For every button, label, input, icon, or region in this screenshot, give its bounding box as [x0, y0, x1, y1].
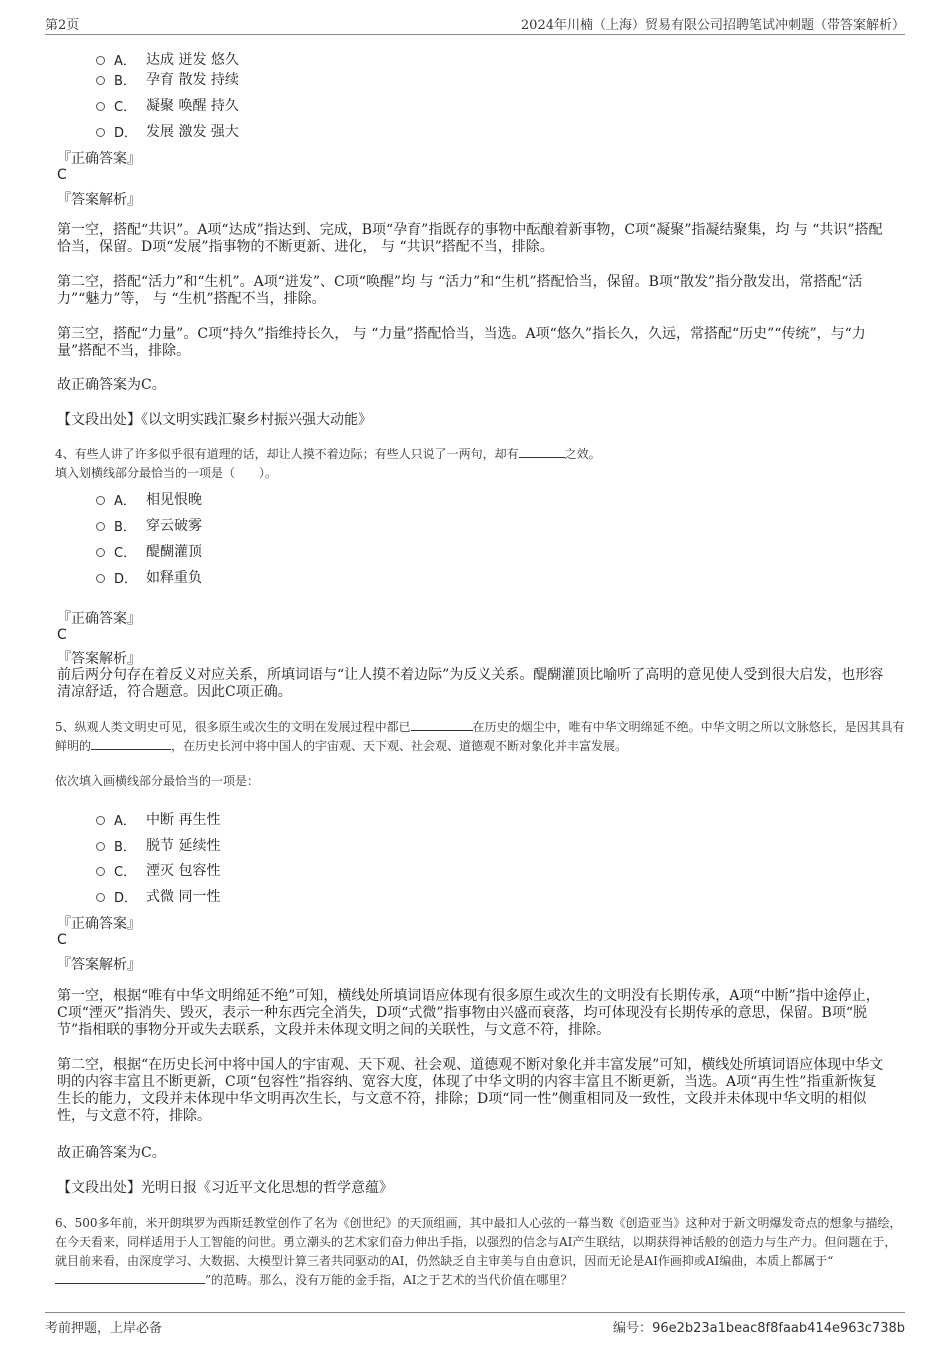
radio-icon[interactable]: [96, 522, 105, 531]
q5-stem: 5、纵观人类文明史可见，很多原生或次生的文明在发展过程中都已 在历史的烟尘中，唯有中华文明绵延不绝。中华文明之所以文脉悠长，是因其具有鲜明的 ，在历史长河中将中国人的宇宙观、天下观、社会观、道德观不断对象化并丰富发展。: [55, 720, 905, 753]
radio-icon[interactable]: [96, 816, 105, 825]
q4-answer: C: [57, 627, 67, 643]
q4-analysis-label: 『答案解析』: [57, 651, 141, 667]
q5-instruction: 依次填入画横线部分最恰当的一项是：: [55, 774, 260, 788]
q5-option-c[interactable]: C． 湮灭 包容性: [96, 860, 220, 880]
radio-icon[interactable]: [96, 128, 105, 137]
q4-option-d[interactable]: D． 如释重负: [96, 567, 202, 587]
q3-option-b[interactable]: B． 孕育 散发 持续: [96, 69, 239, 89]
q5-answer: C: [57, 932, 67, 948]
document-code: 编号：96e2b23a1beac8f8faab414e963c738b: [613, 1321, 905, 1336]
q3-source: 【文段出处】《以文明实践汇聚乡村振兴强大动能》: [57, 412, 372, 428]
q3-analysis-paragraph: 第二空，搭配“活力”和“生机”。A项“迸发”、C项“唤醒”均 与 “活力”和“生机”搭配恰当，保留。B项“散发”指分散发出，常搭配“活力”“魅力”等， 与 “生机”搭配不当，排除。: [57, 274, 863, 307]
radio-icon[interactable]: [96, 548, 105, 557]
radio-icon[interactable]: [96, 842, 105, 851]
radio-icon[interactable]: [96, 102, 105, 111]
q3-option-a[interactable]: A． 达成 迸发 悠久: [96, 49, 239, 69]
q5-analysis-paragraph: 第二空，根据“在历史长河中将中国人的宇宙观、天下观、社会观、道德观不断对象化并丰富发展”可知，横线处所填词语应体现中华文明的内容丰富且不断更新，C项“包容性”指容纳、宽容大度，体现了中华文明的内容丰富且不断更新，当选。A项“再生性”指重新恢复生长的能力，文段并未体现中华文明再次生长，与文意不符，排除；D项“同一性”侧重相同及一致性，文段并未体现中华文明的相似性，与文意不符，排除。: [57, 1057, 884, 1124]
q5-option-a[interactable]: A． 中断 再生性: [96, 809, 220, 829]
radio-icon[interactable]: [96, 574, 105, 583]
q5-analysis-paragraph: 第一空，根据“唯有中华文明绵延不绝”可知，横线处所填词语应体现有很多原生或次生的文明没有长期传承，A项“中断”指中途停止，C项“湮灭”指消失、毁灭，表示一种东西完全消失，D项“式微”指事物由兴盛而衰落，均可体现没有长期传承的意思，保留。B项“脱节”指相联的事物分开或失去联系，文段并未体现文明之间的关联性，与文意不符，排除。: [57, 988, 880, 1038]
q4-stem: 4、有些人讲了许多似乎很有道理的话，却让人摸不着边际；有些人只说了一两句，却有 之效。 填入划横线部分最恰当的一项是（ ）。: [55, 447, 601, 480]
q4-option-a[interactable]: A． 相见恨晚: [96, 489, 202, 509]
q4-answer-label: 『正确答案』: [57, 611, 141, 627]
page-footer: [45, 1312, 905, 1335]
q3-answer: C: [57, 167, 67, 183]
page-header: [45, 14, 905, 35]
q4-option-b[interactable]: B． 穿云破雾: [96, 515, 202, 535]
q6-stem: 6、500多年前，米开朗琪罗为西斯廷教堂创作了名为《创世纪》的天顶组画，其中最扣人心弦的一幕当数《创造亚当》这种对于新文明爆发奇点的想象与描绘，在今天看来，同样适用于人工智能的问世。勇立潮头的艺术家们奋力伸出手指，以强烈的信念与AI产生联结，以期获得神话般的创造力与生产力。但问题在于，就目前来看，由深度学习、大数据、大模型计算三者共同驱动的AI，仍然缺乏自主审美与自由意识，因而无论是AI作画抑或AI编曲，本质上都属于“”的范畴。那么，没有万能的金手指，AI之于艺术的当代价值在哪里？: [55, 1216, 902, 1287]
q5-option-d[interactable]: D． 式微 同一性: [96, 886, 220, 906]
radio-icon[interactable]: [96, 56, 105, 65]
radio-icon[interactable]: [96, 893, 105, 902]
q5-source: 【文段出处】光明日报《习近平文化思想的哲学意蕴》: [57, 1180, 393, 1196]
q3-conclusion: 故正确答案为C。: [57, 377, 166, 393]
q3-analysis-label: 『答案解析』: [57, 192, 141, 208]
q5-conclusion: 故正确答案为C。: [57, 1145, 166, 1161]
footer-slogan: 考前押题，上岸必备: [45, 1321, 163, 1336]
radio-icon[interactable]: [96, 496, 105, 505]
fill-blank: [55, 1271, 205, 1284]
q4-analysis-paragraph: 前后两分句存在着反义对应关系，所填词语与“让人摸不着边际”为反义关系。醍醐灌顶比喻听了高明的意见使人受到很大启发，也形容清凉舒适，符合题意。因此C项正确。: [57, 667, 884, 700]
document-title: 2024年川楠（上海）贸易有限公司招聘笔试冲刺题（带答案解析）: [520, 18, 905, 33]
radio-icon[interactable]: [96, 867, 105, 876]
page-number: 第2页: [45, 18, 80, 33]
q3-answer-label: 『正确答案』: [57, 151, 141, 167]
fill-blank: [91, 737, 171, 750]
fill-blank: [519, 445, 565, 458]
q3-analysis-paragraph: 第一空，搭配“共识”。A项“达成”指达到、完成，B项“孕育”指既存的事物中酝酿着新事物，C项“凝聚”指凝结聚集，均 与 “共识”搭配恰当，保留。D项“发展”指事物的不断更新、进化， 与 “共识”搭配不当，排除。: [57, 222, 883, 255]
radio-icon[interactable]: [96, 76, 105, 85]
q4-option-c[interactable]: C． 醍醐灌顶: [96, 541, 202, 561]
q3-option-c[interactable]: C． 凝聚 唤醒 持久: [96, 95, 239, 115]
fill-blank: [411, 718, 473, 731]
q5-analysis-label: 『答案解析』: [57, 957, 141, 973]
q5-option-b[interactable]: B． 脱节 延续性: [96, 835, 220, 855]
q3-analysis-paragraph: 第三空，搭配“力量”。C项“持久”指维持长久， 与 “力量”搭配恰当，当选。A项“悠久”指长久，久远，常搭配“历史”“传统”，与“力量”搭配不当，排除。: [57, 326, 866, 359]
q5-answer-label: 『正确答案』: [57, 916, 141, 932]
q3-option-d[interactable]: D． 发展 激发 强大: [96, 121, 239, 141]
